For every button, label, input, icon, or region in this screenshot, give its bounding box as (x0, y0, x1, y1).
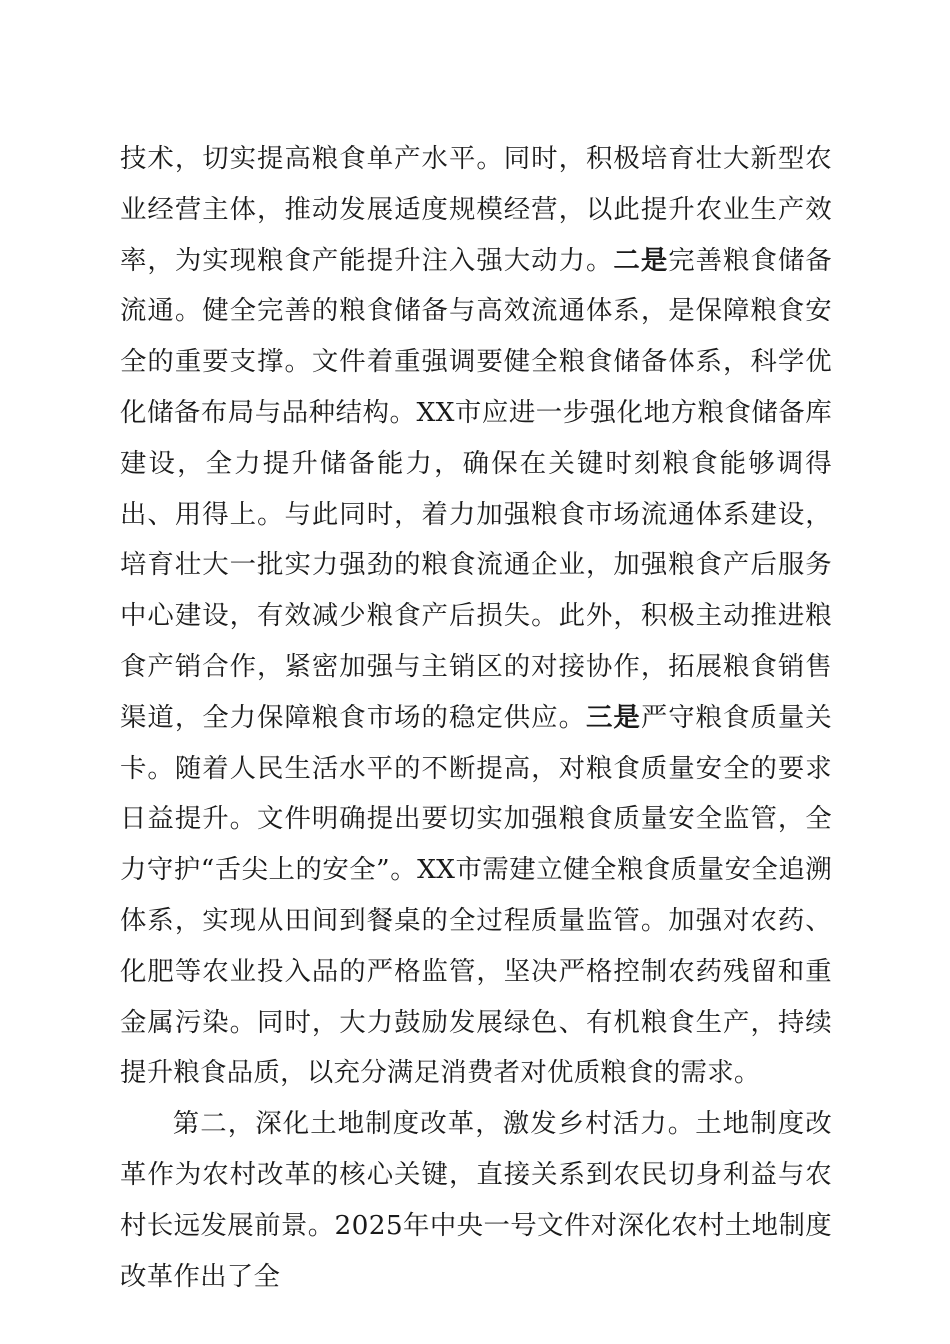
paragraph-segment: 严守粮食质量关卡。随着人民生活水平的不断提高，对粮食质量安全的要求日益提升。文件明确提出要切实加强粮食质量安全监管，全力守护“舌尖上的安全”。XX市需建立健全粮食质量安全追溯体系，实现从田间到餐桌的全过程质量监管。加强对农药、化肥等农业投入品的严格监管，坚决严格控制农药残留和重金属污染。同时，大力鼓励发展绿色、有机粮食生产，持续提升粮食品质，以充分满足消费者对优质粮食的需求。 (120, 701, 832, 1089)
paragraph-grain-security (120, 134, 832, 1099)
paragraph-segment: 技术，切实提高粮食单产水平。同时，积极培育壮大新型农业经营主体，推动发展适度规模经营，以此提升农业生产效率，为实现粮食产能提升注入强大动力。 (120, 143, 832, 276)
paragraph-land-reform: 第二，深化土地制度改革，激发乡村活力。土地制度改革作为农村改革的核心关键，直接关系到农民切身利益与农村长远发展前景。2025年中央一号文件对深化农村土地制度改革作出了全 (120, 1108, 832, 1292)
document-body (120, 134, 832, 1302)
paragraph-segment: 完善粮食储备流通。健全完善的粮食储备与高效流通体系，是保障粮食安全的重要支撑。文件着重强调要健全粮食储备体系，科学优化储备布局与品种结构。XX市应进一步强化地方粮食储备库建设，全力提升储备能力，确保在关键时刻粮食能够调得出、用得上。与此同时，着力加强粮食市场流通体系建设，培育壮大一批实力强劲的粮食流通企业，加强粮食产后服务中心建设，有效减少粮食产后损失。此外，积极主动推进粮食产销合作，紧密加强与主销区的对接协作，拓展粮食销售渠道，全力保障粮食市场的稳定供应。 (120, 244, 832, 733)
bold-marker-third: 三是 (586, 701, 641, 733)
bold-marker-second: 二是 (613, 244, 669, 276)
